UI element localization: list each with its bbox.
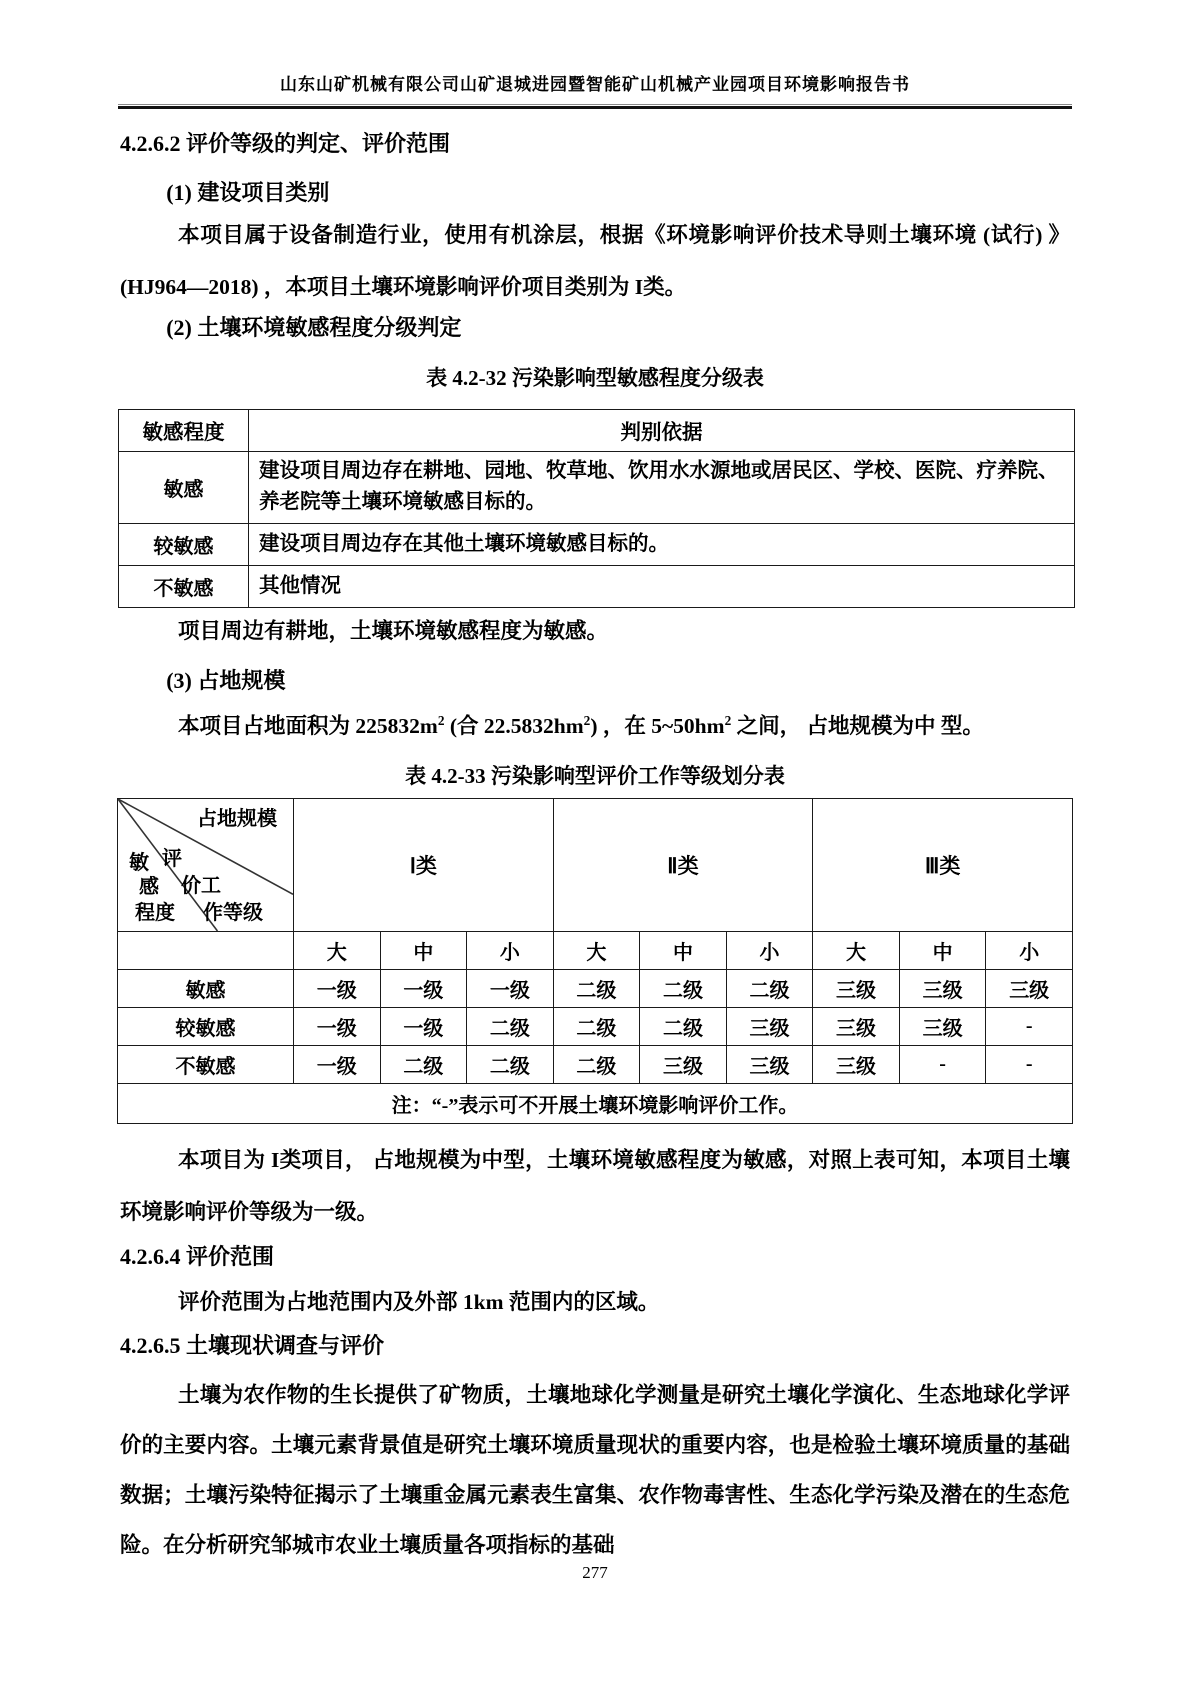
size-header-cell: 小 [986, 932, 1073, 970]
report-title: 山东山矿机械有限公司山矿退城进园暨智能矿山机械产业园项目环境影响报告书 [280, 75, 910, 94]
corner-label-sensitivity: 程度 [135, 902, 175, 925]
level-cell: 二级 [553, 970, 640, 1008]
paragraph-after-table1: 项目周边有耕地，土壤环境敏感程度为敏感。 [178, 619, 609, 644]
table-row [119, 524, 1075, 566]
sensitivity-level-cell: 不敏感 [119, 566, 249, 608]
level-cell: 一级 [294, 1008, 381, 1046]
item-heading-3: (3) 占地规模 [166, 668, 286, 694]
level-cell: 三级 [899, 1008, 986, 1046]
size-header-cell: 大 [553, 932, 640, 970]
corner-label-sensitivity: 感 [139, 876, 159, 899]
level-cell: 三级 [813, 1008, 900, 1046]
item-heading-1: (1) 建设项目类别 [166, 179, 330, 205]
paragraph-project-category: 本项目属于设备制造行业，使用有机涂层，根据《环境影响评价技术导则土壤环境 (试行) 》 (HJ964—2018) ，本项目土壤环境影响评价项目类别为 I类。 [120, 222, 1070, 299]
table-header-row-sizes [118, 932, 1073, 970]
header-divider [118, 104, 1072, 109]
diagonal-corner-cell [118, 799, 294, 932]
table-note-row [118, 1084, 1073, 1124]
size-header-cell: 中 [380, 932, 467, 970]
size-header-cell: 大 [294, 932, 381, 970]
level-cell: 三级 [640, 1046, 727, 1084]
paragraph-soil-survey: 土壤为农作物的生长提供了矿物质，土壤地球化学测量是研究土壤化学演化、生态地球化学评价的主要内容。土壤元素背景值是研究土壤环境质量现状的重要内容，也是检验土壤环境质量的基础数据；土壤污染特征揭示了土壤重金属元素表生富集、农作物毒害性、生态化学污染及潜在的生态危险。在分析研究邹城市农业土壤质量各项指标的基础 [120, 1382, 1070, 1557]
page-content [120, 129, 1070, 1570]
level-cell: 一级 [380, 1008, 467, 1046]
level-cell: 二级 [467, 1008, 554, 1046]
paragraph-land-area [120, 703, 1070, 749]
size-header-cell: 中 [640, 932, 727, 970]
level-cell: 一级 [294, 1046, 381, 1084]
level-cell: - [899, 1046, 986, 1084]
corner-label-work-level: 作等级 [203, 902, 263, 925]
level-cell: 三级 [726, 1008, 813, 1046]
land-area-text: (合 22.5832hm [444, 714, 584, 739]
table-row [118, 970, 1073, 1008]
table-caption-4-2-33: 表 4.2-33 污染影响型评价工作等级划分表 [405, 764, 785, 789]
basis-cell: 其他情况 [249, 566, 1075, 608]
size-header-cell: 中 [899, 932, 986, 970]
section-heading-4-2-6-4: 4.2.6.4 评价范围 [120, 1244, 275, 1270]
level-cell: 一级 [467, 970, 554, 1008]
level-cell: 二级 [553, 1046, 640, 1084]
corner-label-land-scale: 占地规模 [197, 808, 277, 831]
work-level-table [117, 798, 1073, 1124]
page-header [0, 0, 1190, 109]
level-cell: 二级 [467, 1046, 554, 1084]
superscript-2: 2 [437, 712, 445, 728]
table-header-row [119, 409, 1075, 451]
section-heading-4-2-6-2: 4.2.6.2 评价等级的判定、评价范围 [120, 131, 451, 156]
level-cell: 二级 [380, 1046, 467, 1084]
table-row [118, 1008, 1073, 1046]
row-label-cell: 较敏感 [118, 1008, 294, 1046]
table-row [119, 566, 1075, 608]
corner-label-work-level: 评 [162, 848, 182, 871]
level-cell: - [986, 1046, 1073, 1084]
corner-label-work-level: 价工 [181, 875, 221, 898]
size-header-cell: 大 [813, 932, 900, 970]
level-cell: - [986, 1008, 1073, 1046]
row-label-cell: 不敏感 [118, 1046, 294, 1084]
item-heading-2: (2) 土壤环境敏感程度分级判定 [166, 314, 462, 340]
level-cell: 三级 [899, 970, 986, 1008]
sensitivity-level-cell: 较敏感 [119, 524, 249, 566]
level-cell: 一级 [380, 970, 467, 1008]
paragraph-conclusion: 本项目为 I类项目， 占地规模为中型，土壤环境敏感程度为敏感，对照上表可知，本项目土壤环境影响评价等级为一级。 [120, 1148, 1070, 1225]
superscript-2: 2 [583, 712, 591, 728]
size-header-cell: 小 [467, 932, 554, 970]
column-header-basis: 判别依据 [249, 409, 1075, 451]
table-header-row-classes [118, 799, 1073, 932]
level-cell: 二级 [553, 1008, 640, 1046]
empty-cell [118, 932, 294, 970]
level-cell: 二级 [640, 970, 727, 1008]
section-heading-4-2-6-5: 4.2.6.5 土壤现状调查与评价 [120, 1333, 385, 1359]
row-label-cell: 敏感 [118, 970, 294, 1008]
sensitivity-grading-table [118, 409, 1075, 609]
page-number: 277 [582, 1563, 608, 1582]
level-cell: 三级 [986, 970, 1073, 1008]
land-area-text: ) ，在 5~50hm [590, 714, 725, 739]
class-header-cell: Ⅱ类 [553, 799, 813, 932]
sensitivity-level-cell: 敏感 [119, 451, 249, 524]
table-note: 注：“-”表示可不开展土壤环境影响评价工作。 [118, 1084, 1073, 1124]
column-header-sensitivity: 敏感程度 [119, 409, 249, 451]
level-cell: 二级 [640, 1008, 727, 1046]
table-caption-4-2-32: 表 4.2-32 污染影响型敏感程度分级表 [426, 366, 764, 391]
level-cell: 三级 [726, 1046, 813, 1084]
level-cell: 二级 [726, 970, 813, 1008]
class-header-cell: Ⅲ类 [813, 799, 1073, 932]
level-cell: 一级 [294, 970, 381, 1008]
level-cell: 三级 [813, 1046, 900, 1084]
superscript-2: 2 [724, 712, 732, 728]
basis-cell: 建设项目周边存在其他土壤环境敏感目标的。 [249, 524, 1075, 566]
table-row [118, 1046, 1073, 1084]
table-row [119, 451, 1075, 524]
basis-cell: 建设项目周边存在耕地、园地、牧草地、饮用水水源地或居民区、学校、医院、疗养院、养老院等土壤环境敏感目标的。 [249, 451, 1075, 524]
land-area-text: 本项目占地面积为 225832m [178, 714, 438, 739]
class-header-cell: Ⅰ类 [294, 799, 554, 932]
level-cell: 三级 [813, 970, 900, 1008]
paragraph-scope: 评价范围为占地范围内及外部 1km 范围内的区域。 [178, 1290, 660, 1315]
land-area-text: 之间， 占地规模为中 型。 [731, 714, 984, 739]
corner-label-sensitivity: 敏 [129, 852, 149, 875]
size-header-cell: 小 [726, 932, 813, 970]
